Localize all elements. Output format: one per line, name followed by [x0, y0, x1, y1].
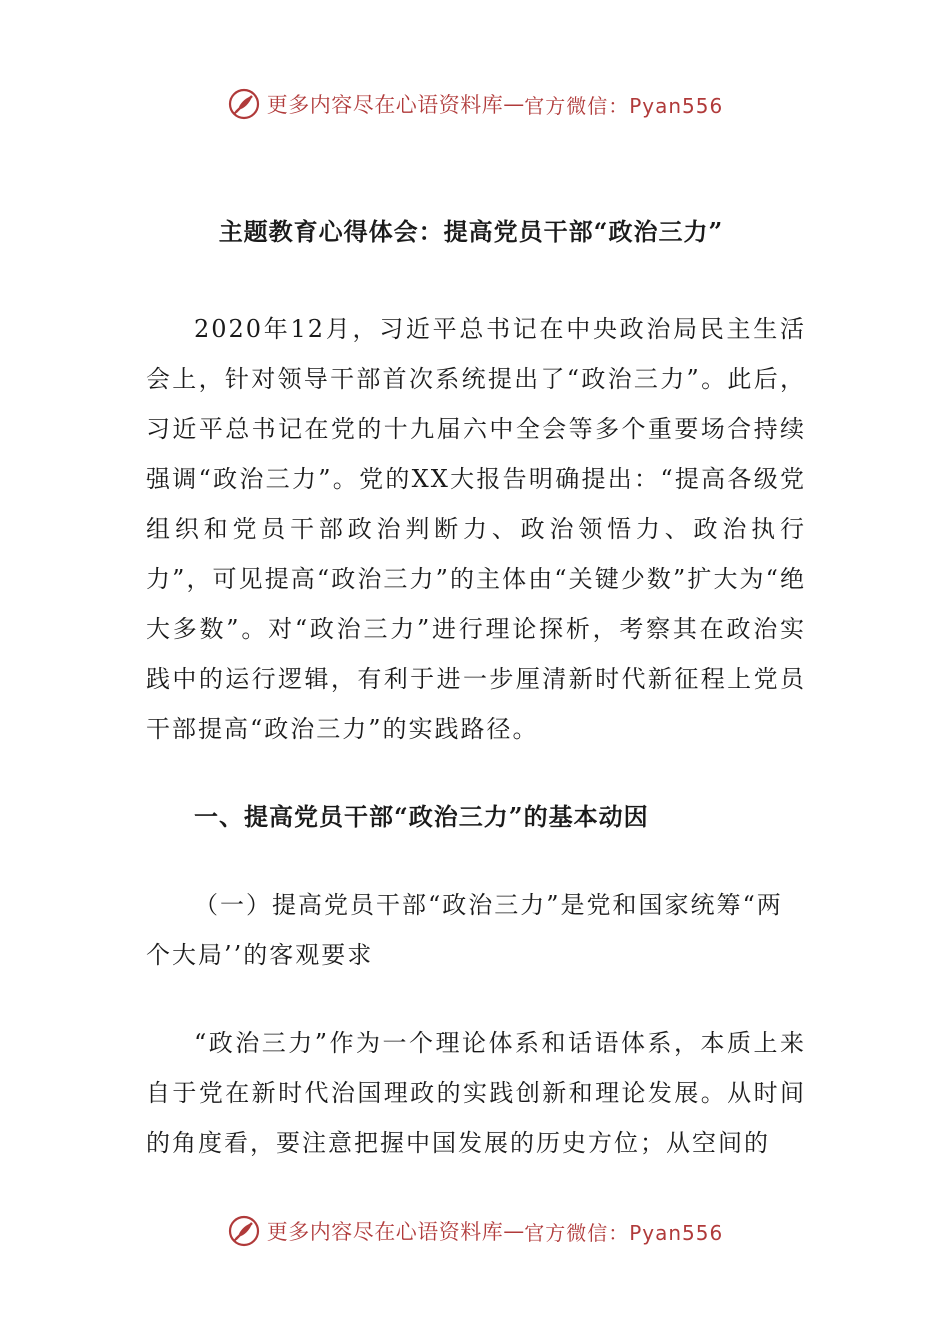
intro-paragraph: 2020年12月，习近平总书记在中央政治局民主生活会上，针对领导干部首次系统提出了“政治三力”。此后，习近平总书记在党的十九届六中全会等多个重要场合持续强调“政治三力”。党的XX大报告明确提出：“提高各级党组织和党员干部政治判断力、政治领悟力、政治执行力”，可见提高“政治三力”的主体由“关键少数”扩大为“绝大多数”。对“政治三力”进行理论探析，考察其在政治实践中的运行逻辑，有利于进一步厘清新时代新征程上党员干部提高“政治三力”的实践路径。	[146, 315, 806, 743]
footer-banner	[0, 1211, 950, 1251]
document-title: 主题教育心得体会：提高党员干部“政治三力”	[218, 217, 724, 246]
banner-separator: —	[503, 92, 525, 116]
contact-text: 官方微信：Pyan556	[524, 1220, 724, 1245]
banner-separator: —	[503, 1219, 525, 1243]
subsection-paragraph-1: “政治三力”作为一个理论体系和话语体系，本质上来自于党在新时代治国理政的实践创新和理论发展。从时间的角度看，要注意把握中国发展的历史方位；从空间的	[146, 1029, 806, 1157]
subsection-heading-1: （一）提高党员干部“政治三力”是党和国家统筹“两个大局’’的客观要求	[146, 891, 783, 969]
document-body	[146, 210, 806, 1168]
quill-seal-icon	[227, 1214, 261, 1248]
header-banner	[0, 84, 950, 124]
brand-text: 更多内容尽在心语资料库	[266, 1220, 504, 1244]
section-heading-1: 一、提高党员干部“政治三力”的基本动因	[194, 802, 649, 831]
contact-text: 官方微信：Pyan556	[524, 93, 724, 118]
brand-text: 更多内容尽在心语资料库	[266, 93, 504, 117]
quill-seal-icon	[227, 87, 261, 121]
